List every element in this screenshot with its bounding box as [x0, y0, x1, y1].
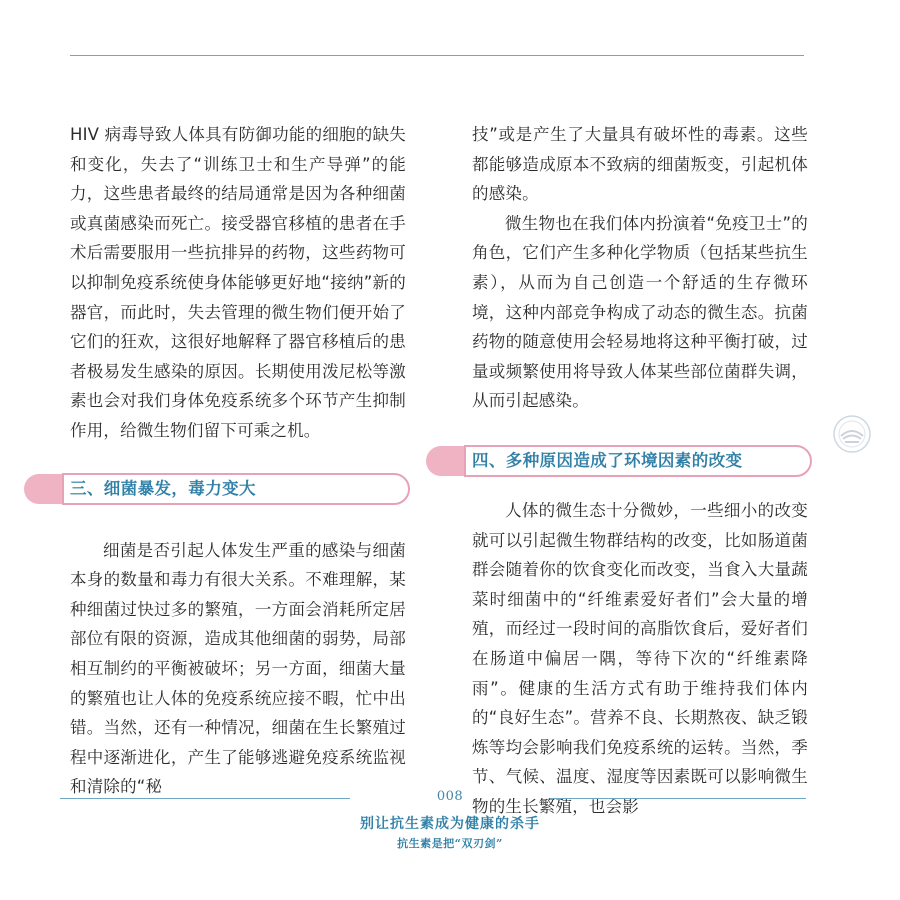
chapter-title: 抗生素是把“双刃剑”: [397, 837, 503, 850]
section-heading-4: [472, 446, 808, 476]
paragraph: 微生物也在我们体内扮演着“免疫卫士”的角色，它们产生多种化学物质（包括某些抗生素），从而为自己创造一个舒适的生存微环境，这种内部竞争构成了动态的微生态。抗菌药物的随意使用会轻易地将这种平衡打破，过量或频繁使用将导致人体某些部位菌群失调，从而引起感染。: [472, 213, 808, 411]
left-column: [70, 120, 406, 802]
section-heading-text: 三、细菌暴发，毒力变大: [70, 478, 256, 498]
header-rule: [70, 55, 804, 56]
paragraph: HIV 病毒导致人体具有防御功能的细胞的缺失和变化，失去了“训练卫士和生产导弹”的能力，这些患者最终的结局通常是因为各种细菌或真菌感染而死亡。接受器官移植的患者在手术后需要服用一些抗排异的药物，这些药物可以抑制免疫系统使身体能够更好地“接纳”新的器官，而此时，失去管理的微生物们便开始了它们的狂欢，这很好地解释了器官移植后的患者极易发生感染的原因。长期使用泼尼松等激素也会对我们身体免疫系统多个环节产生抑制作用，给微生物们留下可乘之机。: [70, 125, 406, 440]
section-heading-text: 四、多种原因造成了环境因素的改变: [472, 450, 743, 470]
right-column: [472, 120, 808, 821]
book-title: 别让抗生素成为健康的杀手: [360, 816, 540, 832]
circular-book-logo-icon: [832, 414, 872, 454]
paragraph: 人体的微生态十分微妙，一些细小的改变就可以引起微生物群结构的改变，比如肠道菌群会随着你的饮食变化而改变，当食入大量蔬菜时细菌中的“纤维素爱好者们”会大量的增殖，而经过一段时间的高脂饮食后，爱好者们在肠道中偏居一隅，等待下次的“纤维素降雨”。健康的生活方式有助于维持我们体内的“良好生态”。营养不良、长期熬夜、缺乏锻炼等均会影响我们免疫系统的运转。当然，季节、气候、温度、湿度等因素既可以影响微生物的生长繁殖，也会影: [472, 500, 808, 816]
paragraph: 技”或是产生了大量具有破坏性的毒素。这些都能够造成原本不致病的细菌叛变，引起机体的感染。: [472, 125, 808, 204]
section-heading-3: [70, 474, 406, 504]
paragraph: 细菌是否引起人体发生严重的感染与细菌本身的数量和毒力有很大关系。不难理解，某种细菌过快过多的繁殖，一方面会消耗所定居部位有限的资源，造成其他细菌的弱势，局部相互制约的平衡被破坏；另一方面，细菌大量的繁殖也让人体的免疫系统应接不暇，忙中出错。当然，还有一种情况，细菌在生长繁殖过程中逐渐进化，产生了能够逃避免疫系统监视和清除的“秘: [70, 540, 406, 797]
page-number: 008: [436, 789, 464, 804]
